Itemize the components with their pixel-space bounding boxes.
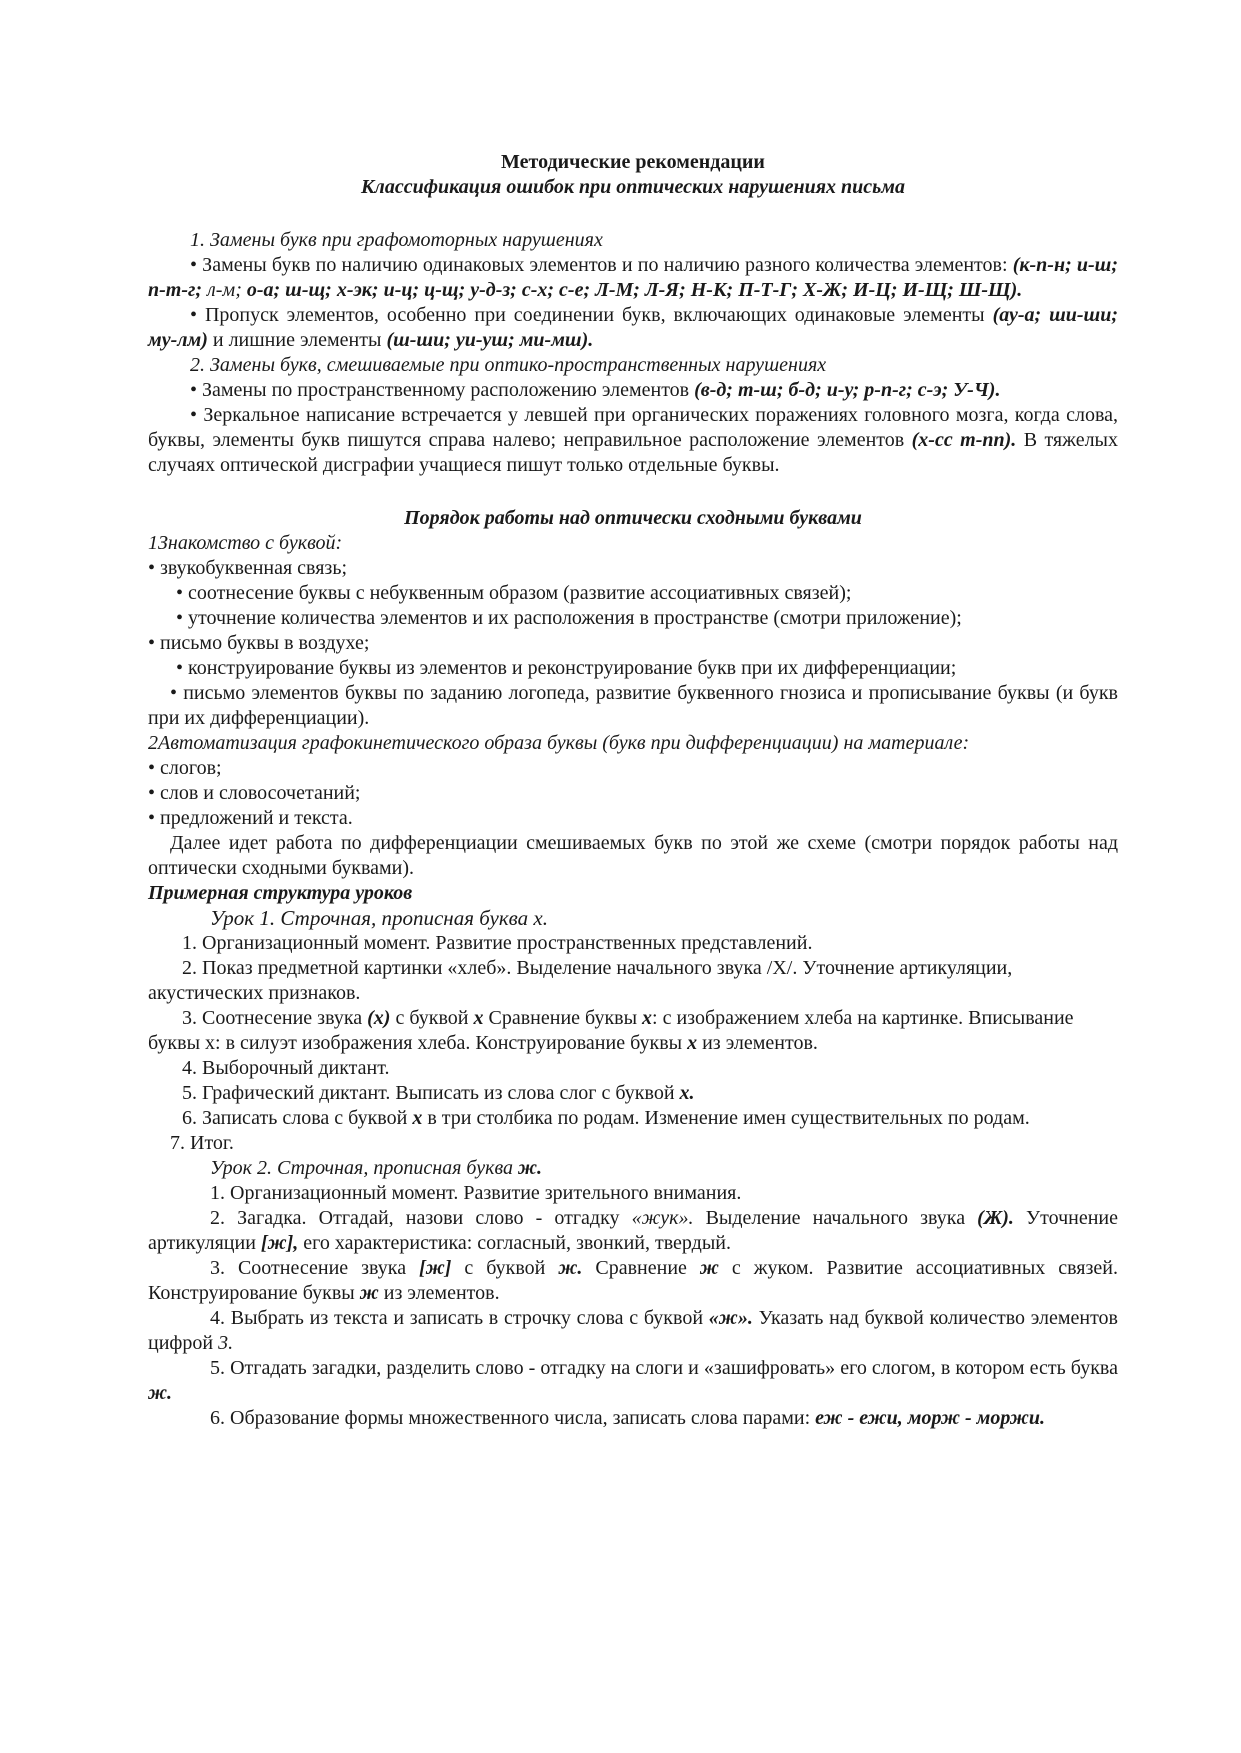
list-item: • письмо элементов буквы по заданию логопеда, развитие буквенного гнозиса и прописывание буквы (и букв при их дифференциации). [148, 682, 1118, 729]
text-run: «ж». [708, 1307, 753, 1329]
text-run: • Замены по пространственному расположению элементов [190, 379, 695, 401]
text-run: Уточнение артикуляции [148, 1207, 1118, 1254]
text-run: (х) [367, 1007, 391, 1029]
lesson1-item-6 [148, 1106, 1118, 1131]
text-run: [ж], [260, 1232, 299, 1254]
lesson1-item-7: 7. Итог. [170, 1132, 234, 1154]
letter-pairs: о-а; ш-щ; х-эк; и-ц; ц-щ; у-д-з; с-х; с-е; Л-М; Л-Я; Н-К; П-Т-Г; Х-Ж; И-Ц; И-Щ; Ш-Щ). [246, 279, 1023, 301]
structure-heading: Примерная структура уроков [148, 882, 413, 904]
letter-pairs: (в-д; т-ш; б-д; и-у; р-п-г; с-э; У-Ч). [694, 379, 1001, 401]
document-subtitle: Классификация ошибок при оптических нарушениях письма [360, 176, 905, 198]
text-run: 5. Графический диктант. Выписать из слова слог с буквой [182, 1082, 680, 1104]
text-run: х. [679, 1082, 695, 1104]
section2-paragraph-1 [148, 378, 1118, 403]
order-step-2: 2Автоматизация графокинетического образа буквы (букв при дифференциации) на материале: [148, 732, 970, 754]
lesson1-item-5 [148, 1081, 1118, 1106]
text-run: • Зеркальное написание встречается у левшей при органических поражениях головного мозга, когда слова, буквы, элементы букв пишутся справа налево; неправильное расположение элементов [148, 404, 1118, 451]
text-run: 3. [218, 1332, 234, 1354]
lesson1-title: Урок 1. Строчная, прописная буква х. [210, 906, 548, 930]
letter-pairs: (ау-а; ши-ши; му-лм) [148, 304, 1119, 351]
text-run: [ж] [419, 1257, 452, 1279]
lesson2-item-2 [148, 1206, 1118, 1256]
order-heading: Порядок работы над оптически сходными буквами [404, 507, 862, 529]
text-run: ж [699, 1257, 719, 1279]
lesson2-item-5 [148, 1356, 1118, 1406]
text-run: 3. Соотнесение звука [210, 1257, 420, 1279]
lesson1-item-3 [148, 1006, 1118, 1056]
section1-paragraph-1 [148, 253, 1118, 303]
text-run: Урок 2. Строчная, прописная буква [210, 1157, 518, 1179]
list-item: • соотнесение буквы с небуквенным образом (развитие ассоциативных связей); [176, 582, 852, 604]
text-run: «жук». [631, 1207, 694, 1229]
lesson1-item-2: 2. Показ предметной картинки «хлеб». Выделение начального звука /Х/. Уточнение артикуляции, акустических признаков. [148, 957, 1013, 1004]
text-run: х [473, 1007, 484, 1029]
text-run: еж - ежи, морж - моржи. [815, 1407, 1046, 1429]
letter-pairs: л-м; [202, 279, 247, 301]
text-run: ж. [148, 1382, 173, 1404]
text-run: 3. Соотнесение звука [182, 1007, 368, 1029]
section2-paragraph-2 [148, 403, 1118, 478]
text-run: из элементов. [378, 1282, 500, 1304]
section1-paragraph-2 [148, 303, 1118, 353]
text-run: В тяжелых случаях оптической дисграфии учащиеся пишут только отдельные буквы. [148, 429, 1118, 476]
list-item: • слов и словосочетаний; [148, 782, 361, 804]
list-item: • слогов; [148, 757, 222, 779]
text-run: 6. Образование формы множественного числа, записать слова парами: [210, 1407, 816, 1429]
text-run: х [687, 1032, 698, 1054]
text-run: ж. [558, 1257, 583, 1279]
order-further-paragraph: Далее идет работа по дифференциации смешиваемых букв по этой же схеме (смотри порядок работы над оптически сходными буквами). [148, 832, 1118, 879]
text-run: его характеристика: согласный, звонкий, твердый. [298, 1232, 731, 1254]
text-run: 6. Записать слова с буквой [182, 1107, 413, 1129]
text-run: х [412, 1107, 423, 1129]
text-run: ж [359, 1282, 379, 1304]
text-run: ж. [518, 1157, 543, 1179]
text-run: : с изображением хлеба на картинке. Вписывание буквы х: в силуэт изображения хлеба. Конструирование буквы [148, 1007, 1074, 1054]
lesson2-item-6 [148, 1406, 1118, 1431]
text-run: 5. Отгадать загадки, разделить слово - отгадку на слоги и «зашифровать» его слогом, в котором есть буква [210, 1357, 1118, 1379]
lesson2-item-4 [148, 1306, 1118, 1356]
text-run: с жуком. Развитие ассоциативных связей. Конструирование буквы [148, 1257, 1118, 1304]
text-run: • Замены букв по наличию одинаковых элементов и по наличию разного количества элементов: [190, 254, 1013, 276]
text-run: с буквой [451, 1257, 559, 1279]
document-page [148, 150, 1118, 1431]
lesson2-item-1: 1. Организационный момент. Развитие зрительного внимания. [210, 1182, 742, 1204]
letter-pairs: (к-п-н; и-ш; п-т-г; [148, 254, 1119, 301]
lesson1-item-4: 4. Выборочный диктант. [182, 1057, 390, 1079]
order-step-1: 1Знакомство с буквой: [148, 532, 343, 554]
lesson2-item-3 [148, 1256, 1118, 1306]
list-item: • уточнение количества элементов и их расположения в пространстве (смотри приложение); [176, 607, 962, 629]
text-run: (Ж). [977, 1207, 1014, 1229]
text-run: Указать над буквой количество элементов цифрой [148, 1307, 1118, 1354]
text-run: с буквой [390, 1007, 474, 1029]
text-run: Сравнение буквы [483, 1007, 643, 1029]
text-run: Сравнение [582, 1257, 700, 1279]
text-run: и лишние элементы [207, 329, 387, 351]
text-run: 2. Загадка. Отгадай, назови слово - отгадку [210, 1207, 632, 1229]
section2-heading: 2. Замены букв, смешиваемые при оптико-пространственных нарушениях [190, 354, 827, 376]
list-item: • письмо буквы в воздухе; [148, 632, 370, 654]
text-run: 4. Выбрать из текста и записать в строчку слова с буквой [210, 1307, 709, 1329]
list-item: • звукобуквенная связь; [148, 557, 348, 579]
section1-heading: 1. Замены букв при графомоторных нарушениях [190, 229, 603, 251]
lesson1-item-1: 1. Организационный момент. Развитие пространственных представлений. [182, 932, 813, 954]
list-item: • предложений и текста. [148, 807, 353, 829]
document-title: Методические рекомендации [501, 151, 765, 173]
text-run: из элементов. [697, 1032, 818, 1054]
text-run: • Пропуск элементов, особенно при соединении букв, включающих одинаковые элементы [190, 304, 993, 326]
text-run: х [642, 1007, 653, 1029]
text-run: Выделение начального звука [693, 1207, 978, 1229]
letter-pairs: (х-сс т-пп). [911, 429, 1017, 451]
text-run: в три столбика по родам. Изменение имен существительных по родам. [422, 1107, 1030, 1129]
list-item: • конструирование буквы из элементов и реконструирование букв при их дифференциации; [176, 657, 957, 679]
lesson2-title [148, 1156, 1118, 1181]
letter-pairs: (ш-ши; уи-уш; ми-мш). [386, 329, 594, 351]
